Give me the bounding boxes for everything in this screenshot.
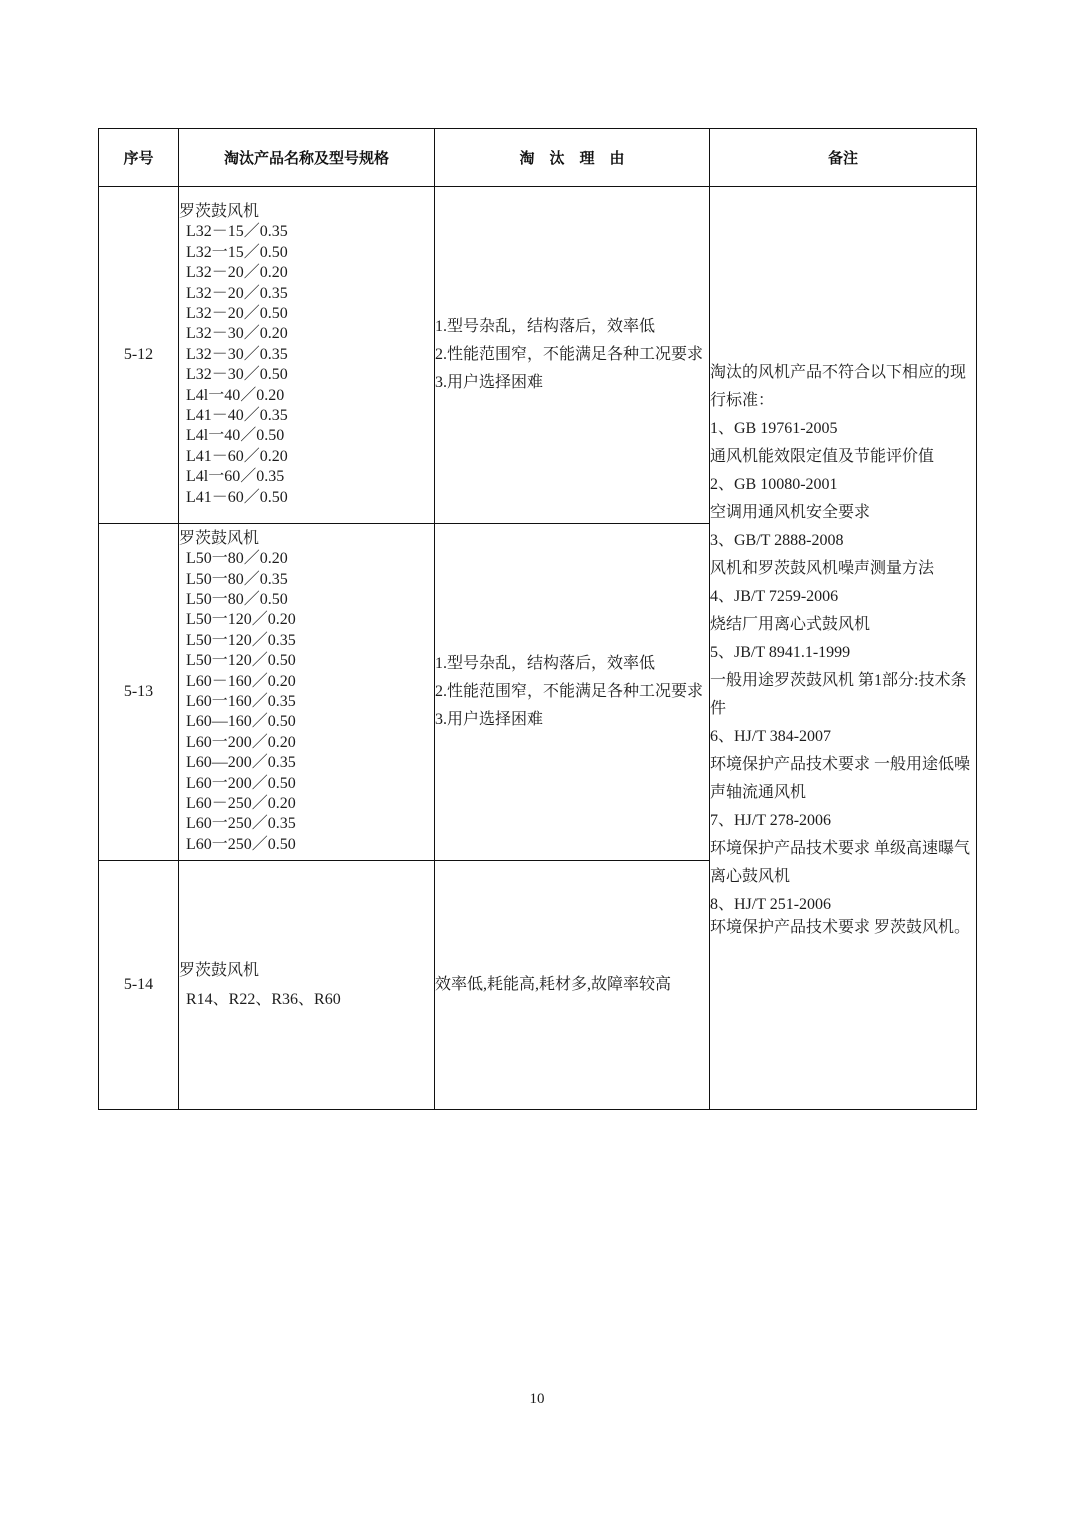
reason-line: 2.性能范围窄，不能满足各种工况要求 bbox=[435, 346, 704, 363]
standard-code: 5、JB/T 8941.1-1999 bbox=[710, 644, 851, 661]
table-header-row bbox=[99, 129, 977, 187]
model-spec: L32一15／0.50 bbox=[186, 243, 288, 261]
reason-line: 1.型号杂乱，结构落后，效率低 bbox=[435, 318, 656, 335]
model-spec: L32－20／0.35 bbox=[186, 284, 288, 302]
standard-code: 3、GB/T 2888-2008 bbox=[710, 532, 844, 549]
standard-code: 2、GB 10080-2001 bbox=[710, 476, 838, 493]
reason-line: 3.用户选择困难 bbox=[435, 374, 544, 391]
standard-title: 风机和罗茨鼓风机噪声测量方法 bbox=[710, 560, 935, 577]
page-number: 10 bbox=[529, 1391, 545, 1407]
model-spec: L50一80／0.20 bbox=[186, 550, 288, 568]
model-spec: L32－30／0.35 bbox=[186, 345, 288, 363]
model-spec: L60—160／0.50 bbox=[186, 713, 296, 731]
reason-cell bbox=[435, 524, 710, 861]
standard-code: 6、HJ/T 384-2007 bbox=[710, 728, 832, 745]
standard-title: 环境保护产品技术要求 一般用途低噪声轴流通风机 bbox=[710, 756, 971, 801]
reason-line: 效率低,耗能高,耗材多,故障率较高 bbox=[435, 976, 672, 993]
model-spec: L41－60／0.20 bbox=[186, 447, 288, 465]
serial-cell: 5-14 bbox=[99, 861, 179, 1110]
remarks-intro: 淘汰的风机产品不符合以下相应的现行标准： bbox=[710, 364, 967, 409]
model-spec: L50一80／0.50 bbox=[186, 590, 288, 608]
model-spec: L4l一60／0.35 bbox=[186, 468, 285, 486]
standard-title: 一般用途罗茨鼓风机 第1部分:技术条件 bbox=[710, 672, 967, 717]
serial-cell: 5-13 bbox=[99, 524, 179, 861]
model-spec: L32－30／0.20 bbox=[186, 325, 288, 343]
serial-cell: 5-12 bbox=[99, 187, 179, 524]
product-cell bbox=[179, 187, 435, 524]
header-serial: 序号 bbox=[99, 129, 179, 187]
standard-title: 空调用通风机安全要求 bbox=[710, 504, 871, 521]
standard-code: 8、HJ/T 251-2006 bbox=[710, 896, 832, 913]
model-spec: L4l一40／0.20 bbox=[186, 386, 285, 404]
model-spec: L60一160／0.35 bbox=[186, 693, 296, 710]
model-spec: L32－15／0.35 bbox=[186, 223, 288, 241]
remarks-cell bbox=[710, 187, 977, 1110]
model-spec: L60－160／0.20 bbox=[186, 672, 296, 690]
reason-cell bbox=[435, 861, 710, 1110]
model-spec: L60一250／0.50 bbox=[186, 835, 296, 853]
reason-line: 1.型号杂乱，结构落后，效率低 bbox=[435, 655, 656, 672]
model-spec: L60一200／0.20 bbox=[186, 733, 296, 751]
standard-code: 7、HJ/T 278-2006 bbox=[710, 812, 832, 829]
model-spec: L41－40／0.35 bbox=[186, 407, 288, 425]
standard-title: 环境保护产品技术要求 单级高速曝气离心鼓风机 bbox=[710, 840, 971, 885]
model-spec: L32－20／0.50 bbox=[186, 304, 288, 322]
model-spec: L50一120／0.50 bbox=[186, 652, 296, 670]
header-remarks: 备注 bbox=[710, 129, 977, 187]
product-name: 罗茨鼓风机 bbox=[179, 529, 260, 547]
reason-line: 3.用户选择困难 bbox=[435, 711, 544, 728]
model-spec: L32－30／0.50 bbox=[186, 366, 288, 384]
table-row bbox=[99, 187, 977, 524]
model-spec: L4l一40／0.50 bbox=[186, 427, 285, 445]
product-name: 罗茨鼓风机 bbox=[179, 962, 260, 979]
model-spec: L50一120／0.20 bbox=[186, 611, 296, 629]
standard-code: 4、JB/T 7259-2006 bbox=[710, 588, 839, 605]
reason-line: 2.性能范围窄，不能满足各种工况要求 bbox=[435, 683, 704, 700]
model-spec: L32－20／0.20 bbox=[186, 264, 288, 282]
model-spec: L60—200／0.35 bbox=[186, 754, 296, 772]
standard-title: 环境保护产品技术要求 罗茨鼓风机。 bbox=[710, 919, 971, 936]
model-spec: R14、R22、R36、R60 bbox=[186, 991, 341, 1008]
model-spec: L60一200／0.50 bbox=[186, 774, 296, 792]
standard-title: 烧结厂用离心式鼓风机 bbox=[710, 616, 871, 633]
header-reason: 淘 汰 理 由 bbox=[435, 129, 710, 187]
model-spec: L41－60／0.50 bbox=[186, 488, 288, 506]
reason-cell bbox=[435, 187, 710, 524]
product-cell bbox=[179, 861, 435, 1110]
standard-code: 1、GB 19761-2005 bbox=[710, 420, 838, 437]
standard-title: 通风机能效限定值及节能评价值 bbox=[710, 448, 935, 465]
header-product: 淘汰产品名称及型号规格 bbox=[179, 129, 435, 187]
model-spec: L50一80／0.35 bbox=[186, 570, 288, 588]
eliminated-products-table bbox=[98, 128, 977, 1110]
model-spec: L50一120／0.35 bbox=[186, 631, 296, 649]
model-spec: L60一250／0.35 bbox=[186, 815, 296, 833]
model-spec: L60－250／0.20 bbox=[186, 795, 296, 813]
product-cell bbox=[179, 524, 435, 861]
product-name: 罗茨鼓风机 bbox=[179, 202, 260, 220]
